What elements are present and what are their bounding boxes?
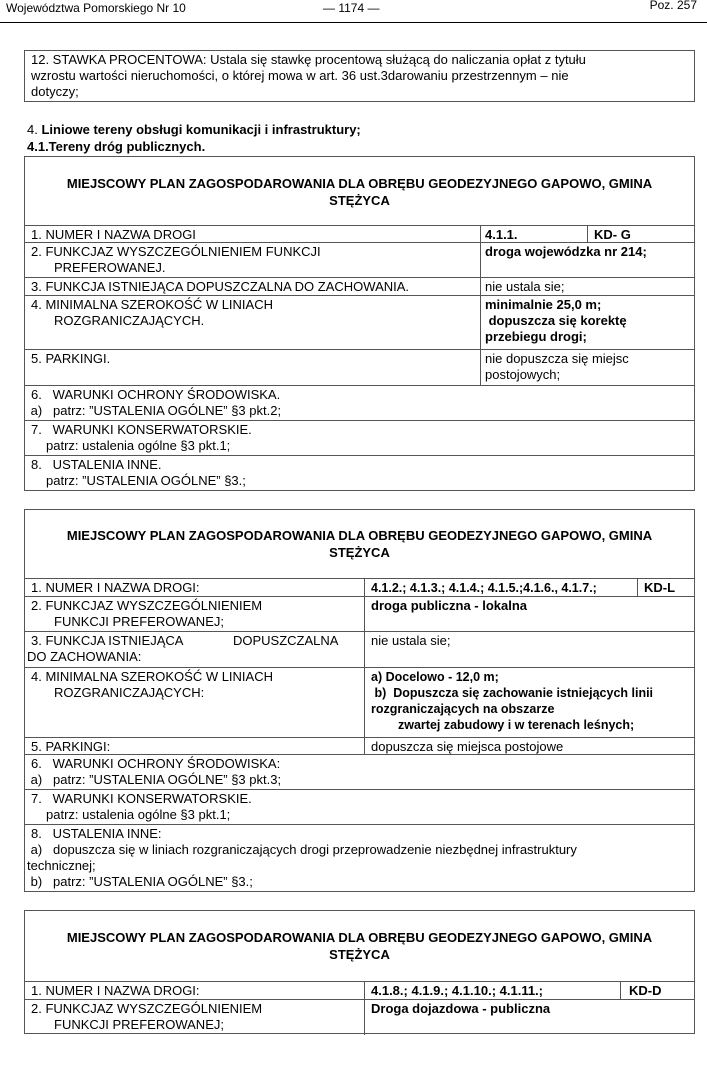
row-line: 8. USTALENIA INNE:: [31, 826, 162, 841]
row-label-line: ROZGRANICZAJĄCYCH:: [54, 685, 205, 700]
row-value: droga wojewódzka nr 214;: [480, 243, 694, 278]
table-title: MIEJSCOWY PLAN ZAGOSPODAROWANIA DLA OBRĘBU GEODEZYJNEGO GAPOWO, GMINA: [66, 176, 653, 191]
road-number: 4.1.8.; 4.1.9.; 4.1.10.; 4.1.11.;: [364, 982, 621, 1000]
row-value: [364, 668, 694, 738]
road-code: KD- G: [587, 226, 694, 243]
table-row: [25, 420, 694, 456]
header-page-number: — 1174 —: [323, 1, 380, 15]
header-position: Poz. 257: [649, 0, 697, 12]
table-title: STĘŻYCA: [329, 947, 390, 962]
table-row: [25, 981, 694, 1000]
table-row: [25, 385, 694, 421]
row-line: technicznej;: [27, 858, 96, 873]
intro-line: wzrostu wartości nieruchomości, o której mowa w art. 36 ust.3darowaniu przestrzennym – nie: [31, 68, 569, 83]
row-full: [31, 790, 694, 825]
row-label: 5. PARKINGI.: [31, 351, 111, 366]
table-row: [25, 578, 694, 597]
table-row: [25, 754, 694, 790]
row-label: [31, 597, 365, 632]
row-value-line: a) Docelowo - 12,0 m;: [371, 670, 499, 684]
road-number: 4.1.2.; 4.1.3.; 4.1.4.; 4.1.5.;4.1.6., 4.1.7.;: [364, 579, 638, 597]
table-title: STĘŻYCA: [329, 193, 390, 208]
row-value: [480, 350, 694, 386]
plan-table-3: [24, 910, 695, 1034]
row-value: Droga dojazdowa - publiczna: [364, 1000, 694, 1035]
row-label-line: FUNKCJI PREFEROWANEJ;: [54, 1017, 224, 1032]
row-full: [27, 755, 694, 790]
table-row: [25, 455, 694, 492]
row-label: 1. NUMER I NAZWA DROGI:: [31, 983, 200, 998]
table-row: [25, 737, 694, 755]
table-row: [25, 242, 694, 278]
road-number: 4.1.1.: [480, 226, 588, 243]
header-journal: Województwa Pomorskiego Nr 10: [6, 1, 186, 15]
row-value-line: nie dopuszcza się miejsc: [485, 351, 629, 366]
plan-table-2: [24, 509, 695, 892]
table-title: STĘŻYCA: [329, 545, 390, 560]
row-label-part: 3. FUNKCJA ISTNIEJĄCA: [31, 633, 184, 648]
row-label: [31, 1000, 365, 1035]
row-label-line: 2. FUNKCJAZ WYSZCZEGÓLNIENIEM: [31, 598, 263, 613]
row-value: [480, 296, 694, 350]
row-label: 1. NUMER I NAZWA DROGI:: [31, 580, 200, 595]
row-value: droga publiczna - lokalna: [364, 597, 694, 632]
table-row: [25, 824, 694, 893]
table-row: [25, 295, 694, 350]
road-code: KD-L: [637, 579, 694, 597]
row-line: 8. USTALENIA INNE.: [31, 457, 162, 472]
table-row: [25, 667, 694, 738]
subsection-heading: 4.1.Tereny dróg publicznych.: [27, 139, 206, 154]
row-full: [27, 386, 694, 421]
row-full: [27, 825, 694, 893]
page-header: [0, 0, 707, 23]
intro-box: [24, 50, 695, 102]
row-label-line: 4. MINIMALNA SZEROKOŚĆ W LINIACH: [31, 297, 273, 312]
row-line: 6. WARUNKI OCHRONY ŚRODOWISKA.: [31, 387, 281, 402]
row-line: patrz: ustalenia ogólne §3 pkt.1;: [46, 438, 231, 453]
row-value-line: zwartej zabudowy i w terenach leśnych;: [398, 718, 635, 732]
table-row: [25, 349, 694, 386]
table-row: [25, 789, 694, 825]
row-label-part: DOPUSZCZALNA: [233, 633, 339, 648]
row-line: b) patrz: ”USTALENIA OGÓLNE” §3.;: [27, 874, 253, 889]
row-value: nie ustala sie;: [480, 278, 694, 296]
row-label: [31, 243, 481, 278]
table-row: [25, 999, 694, 1035]
row-full: [31, 456, 694, 492]
intro-line: 12. STAWKA PROCENTOWA: Ustala się stawkę procentową służącą do naliczania opłat z tytułu: [31, 52, 586, 67]
row-label: 3. FUNKCJA ISTNIEJĄCA DOPUSZCZALNA DO ZACHOWANIA.: [31, 279, 410, 294]
row-line: 7. WARUNKI KONSERWATORSKIE.: [31, 422, 252, 437]
row-label: [31, 296, 481, 350]
row-label: 5. PARKINGI:: [31, 739, 111, 754]
row-line: patrz: ”USTALENIA OGÓLNE” §3.;: [46, 473, 246, 488]
table-row: [25, 596, 694, 632]
table-title: MIEJSCOWY PLAN ZAGOSPODAROWANIA DLA OBRĘBU GEODEZYJNEGO GAPOWO, GMINA: [66, 528, 653, 543]
row-label-line: ROZGRANICZAJĄCYCH.: [54, 313, 205, 328]
row-full: [31, 421, 694, 456]
section-title: Liniowe tereny obsługi komunikacji i infrastruktury;: [41, 122, 361, 137]
section-heading: [27, 122, 361, 138]
row-line: 7. WARUNKI KONSERWATORSKIE.: [31, 791, 252, 806]
table-row: [25, 631, 694, 668]
table-title: MIEJSCOWY PLAN ZAGOSPODAROWANIA DLA OBRĘBU GEODEZYJNEGO GAPOWO, GMINA: [66, 930, 653, 945]
row-label: [27, 632, 365, 668]
row-line: a) dopuszcza się w liniach rozgraniczających drogi przeprowadzenie niezbędnej infrastruktury: [27, 842, 577, 857]
row-label-line: FUNKCJI PREFEROWANEJ;: [54, 614, 224, 629]
row-line: a) patrz: ”USTALENIA OGÓLNE” §3 pkt.3;: [27, 772, 282, 787]
table-row: [25, 277, 694, 296]
row-value: nie ustala sie;: [364, 632, 694, 668]
road-code: KD-D: [620, 982, 694, 1000]
row-label-line: DO ZACHOWANIA:: [27, 649, 142, 664]
row-value-line: minimalnie 25,0 m;: [485, 297, 602, 312]
row-label: 1. NUMER I NAZWA DROGI: [31, 227, 196, 242]
row-line: patrz: ustalenia ogólne §3 pkt.1;: [46, 807, 231, 822]
row-value-line: postojowych;: [485, 367, 561, 382]
row-line: 6. WARUNKI OCHRONY ŚRODOWISKA:: [31, 756, 281, 771]
row-line: a) patrz: ”USTALENIA OGÓLNE” §3 pkt.2;: [27, 403, 282, 418]
plan-table-1: [24, 156, 695, 491]
row-label-line: 4. MINIMALNA SZEROKOŚĆ W LINIACH: [31, 669, 273, 684]
row-label: [31, 668, 365, 738]
row-value-line: przebiegu drogi;: [485, 329, 587, 344]
row-value: dopuszcza się miejsca postojowe: [364, 738, 694, 755]
row-value-line: rozgraniczających na obszarze: [371, 702, 555, 716]
row-value-line: b) Dopuszcza się zachowanie istniejących linii: [371, 686, 654, 700]
section-number: 4.: [27, 122, 38, 137]
row-value-line: dopuszcza się korektę: [485, 313, 627, 328]
intro-line: dotyczy;: [31, 84, 79, 99]
row-label-line: 2. FUNKCJAZ WYSZCZEGÓLNIENIEM: [31, 1001, 263, 1016]
table-row: [25, 225, 694, 243]
row-label-line: PREFEROWANEJ.: [54, 260, 166, 275]
row-label-line: 2. FUNKCJAZ WYSZCZEGÓLNIENIEM FUNKCJI: [31, 244, 321, 259]
